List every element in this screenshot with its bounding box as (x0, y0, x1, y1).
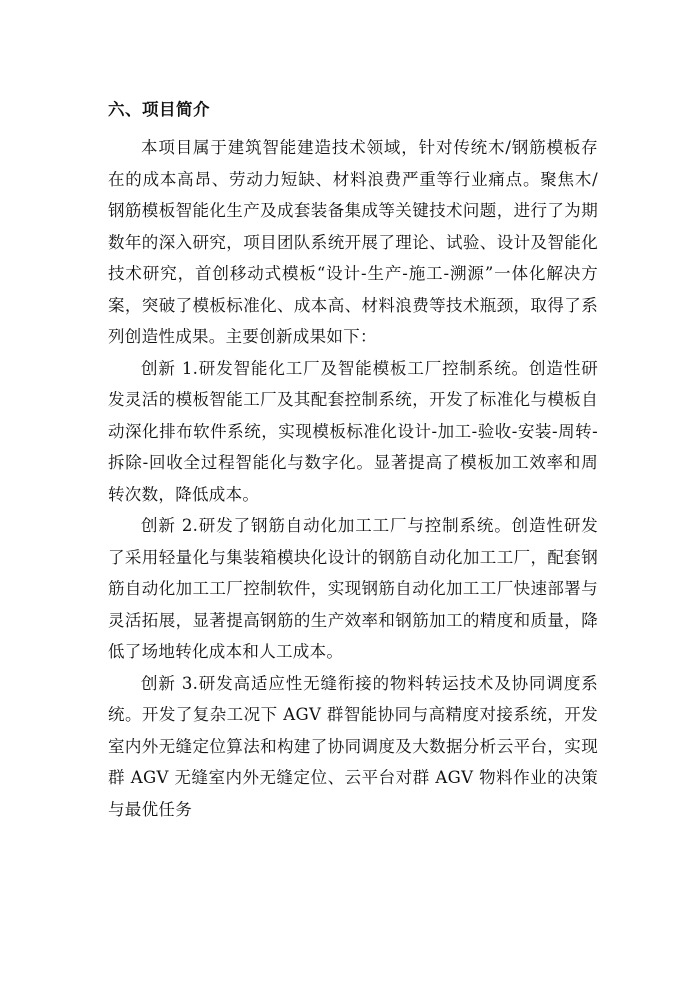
innovation-2-paragraph: 创新 2.研发了钢筋自动化加工工厂与控制系统。创造性研发了采用轻量化与集装箱模块化设计的钢筋自动化加工工厂，配套钢筋自动化加工工厂控制软件，实现钢筋自动化加工工厂快速部署与灵活拓展，显著提高钢筋的生产效率和钢筋加工的精度和质量，降低了场地转化成本和人工成本。 (108, 516, 598, 661)
document-page (108, 96, 598, 825)
section-heading: 六、项目简介 (108, 100, 210, 119)
innovation-1-paragraph: 创新 1.研发智能化工厂及智能模板工厂控制系统。创造性研发灵活的模板智能工厂及其配套控制系统，开发了标准化与模板自动深化排布软件系统，实现模板标准化设计-加工-验收-安装-周转-拆除-回收全过程智能化与数字化。显著提高了模板加工效率和周转次数，降低成本。 (108, 358, 598, 504)
intro-paragraph: 本项目属于建筑智能建造技术领域，针对传统木/钢筋模板存在的成本高昂、劳动力短缺、材料浪费严重等行业痛点。聚焦木/钢筋模板智能化生产及成套装备集成等关键技术问题，进行了为期数年的深入研究，项目团队系统开展了理论、试验、设计及智能化技术研究，首创移动式模板“设计-生产-施工-溯源”一体化解决方案，突破了模板标准化、成本高、材料浪费等技术瓶颈，取得了系列创造性成果。主要创新成果如下： (108, 138, 598, 346)
innovation-3-paragraph: 创新 3.研发高适应性无缝衔接的物料转运技术及协同调度系统。开发了复杂工况下 AGV 群智能协同与高精度对接系统，开发室内外无缝定位算法和构建了协同调度及大数据分析云平台，实现群 AGV 无缝室内外无缝定位、云平台对群 AGV 物料作业的决策与最优任务 (108, 673, 598, 819)
